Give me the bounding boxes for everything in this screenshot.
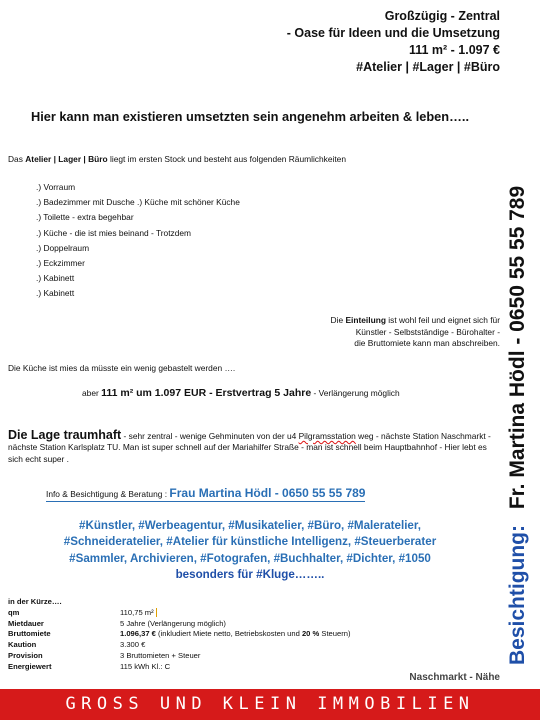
list-item: .) Vorraum [36, 182, 76, 192]
summary-table [8, 608, 351, 673]
table-row [8, 640, 351, 651]
location-description [8, 430, 493, 465]
hashtag-line-4: besonders für #Kluge…….. [175, 567, 325, 581]
table-row [8, 629, 351, 640]
price-bold: 111 m² um 1.097 EUR - Erstvertrag 5 Jahre [101, 387, 312, 399]
list-item: .) Eckzimmer [36, 258, 85, 269]
row-key: Mietdauer [8, 618, 44, 628]
contact-line [46, 486, 365, 502]
location-text-1: - sehr zentral - wenige Gehminuten von der u4 [121, 431, 299, 441]
layout-description [331, 315, 500, 350]
hashtag-line-2: #Schneideratelier, #Atelier für künstliche Intelligenz, #Steuerberater [63, 535, 437, 549]
contact-prefix: Info & Besichtigung & Beratung : [46, 489, 170, 499]
row-value: 3 Bruttomieten + Steuer [120, 650, 201, 660]
hashtag-block [30, 518, 470, 583]
contact-name: Frau Martina Hödl - 0650 55 55 789 [169, 486, 366, 500]
intro-post: liegt im ersten Stock und besteht aus folgenden Räumlichkeiten [107, 154, 347, 164]
table-row [8, 619, 351, 630]
text-cursor [156, 608, 157, 617]
summary-details [8, 597, 351, 673]
hashtag-line-1: #Künstler, #Werbeagentur, #Musikatelier, #Büro, #Maleratelier, [79, 519, 421, 532]
intro-pre: Das [8, 154, 26, 164]
headline: Hier kann man existieren umsetzten sein angenehm arbeiten & leben….. [30, 109, 470, 124]
row-value-text: 110,75 m² [120, 607, 154, 617]
row-key: Kaution [8, 640, 37, 650]
row-value [120, 629, 351, 640]
vertical-contact-text: Fr. Martina Hödl - 0650 55 55 789 [506, 185, 529, 510]
einteilung-line-3: die Bruttomiete kann man abschreiben. [354, 338, 500, 348]
location-station: Pilgramsstation [298, 431, 356, 441]
summary-title: in der Kürze…. [8, 597, 62, 606]
row-key: Bruttomiete [8, 629, 51, 639]
intro-text [8, 154, 346, 164]
einteilung-pre: Die [330, 315, 346, 325]
room-list [36, 180, 240, 302]
location-text-2: weg - nächste Station Naschmarkt - nächste Station Karlsplatz TU. Man ist super schnell auf der Mariahilfer Straße - man ist schnell beim Hauptbahnhof - Hier lebt es sich echt super . [8, 431, 491, 464]
header-line-4: #Atelier | #Lager | #Büro [356, 60, 500, 74]
rent-note: (inkludiert Miete netto, Betriebskosten und [155, 629, 302, 639]
row-key: Energiewert [8, 661, 52, 671]
table-row [8, 608, 351, 619]
einteilung-bold: Einteilung [345, 315, 386, 325]
price-line [82, 387, 400, 399]
header-line-3: 111 m² - 1.097 € [408, 43, 500, 57]
header-block [287, 8, 500, 76]
einteilung-line-2: Künstler - Selbstständige - Bürohalter - [355, 326, 500, 337]
footer-banner [0, 689, 540, 720]
header-line-1: Großzügig - Zentral [384, 9, 500, 23]
price-pre: aber [82, 388, 102, 398]
location-heading: Die Lage traumhaft [8, 428, 122, 442]
row-key: Provision [8, 650, 43, 660]
tax-percent: 20 % [301, 629, 320, 639]
rent-note-end: Steuern) [319, 629, 351, 639]
row-value [120, 608, 351, 619]
viewing-label: Besichtigung: [506, 525, 529, 665]
list-item: .) Küche - die ist mies beinand - Trotzdem [36, 227, 192, 238]
footer-brand: GROSS UND KLEIN IMMOBILIEN [65, 694, 475, 714]
list-item: .) Doppelraum [36, 242, 90, 253]
row-value: 115 kWh Kl.: C [120, 661, 171, 671]
hashtag-line-3: #Sammler, Archivieren, #Fotografen, #Buchhalter, #Dichter, #1050 [69, 551, 431, 565]
kitchen-note: Die Küche ist mies da müsste ein wenig gebastelt werden …. [8, 363, 236, 373]
row-value: 3.300 € [120, 640, 146, 650]
table-row [8, 651, 351, 662]
list-item: .) Kabinett [36, 288, 75, 299]
intro-bold: Atelier | Lager | Büro [25, 154, 108, 164]
vertical-contact-banner [505, 65, 531, 665]
table-row [8, 662, 351, 673]
list-item: .) Toilette - extra begehbar [36, 212, 134, 223]
row-key: qm [8, 607, 20, 617]
row-value: 5 Jahre (Verlängerung möglich) [120, 618, 226, 628]
header-line-2: - Oase für Ideen und die Umsetzung [286, 26, 500, 40]
rent-amount: 1.096,37 € [120, 629, 156, 639]
einteilung-post: ist wohl feil und eignet sich für [385, 315, 500, 325]
list-item: .) Badezimmer mit Dusche .) Küche mit schöner Küche [36, 197, 240, 208]
price-post: - Verlängerung möglich [311, 388, 400, 398]
list-item: .) Kabinett [36, 273, 75, 284]
location-note: Naschmarkt - Nähe [409, 672, 500, 683]
